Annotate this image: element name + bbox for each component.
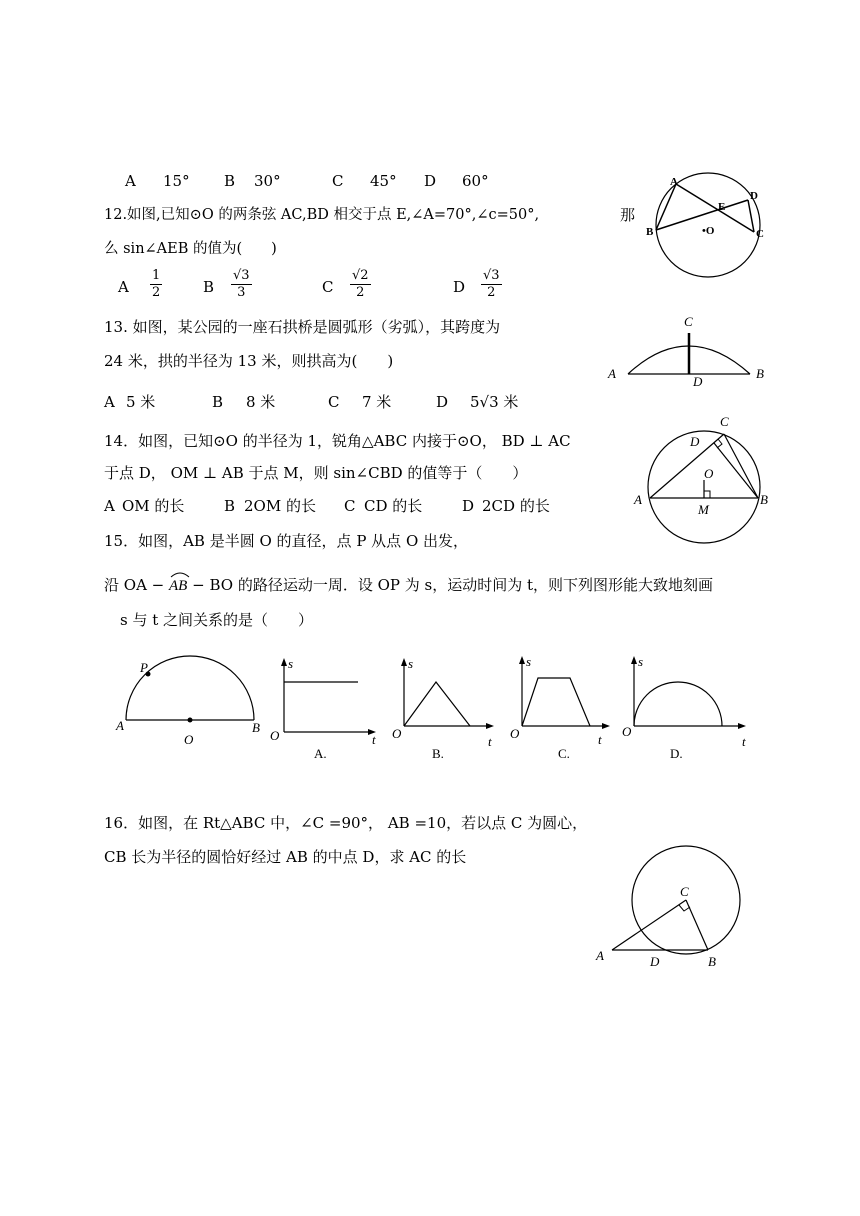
q14-option-b-value: 2OM 的长 xyxy=(244,497,316,515)
q12-stem-line1-tail: 那 xyxy=(620,206,636,224)
q13-label-b: B xyxy=(756,366,764,381)
q14-right-angle-m xyxy=(704,491,710,498)
q15-stem-line3: s 与 t 之间关系的是（ ） xyxy=(120,611,314,629)
q15-graph-d-s: s xyxy=(638,654,644,669)
q14-option-a-letter: A xyxy=(104,497,115,515)
q11-option-a-value: 15° xyxy=(163,172,190,190)
q15-graph-b-origin: O xyxy=(392,726,402,741)
q15-graph-b-curve xyxy=(404,682,470,726)
q12-option-b-num: √3 xyxy=(233,268,250,283)
q16-label-c: C xyxy=(680,884,689,899)
q15-graph-d xyxy=(620,654,760,764)
q12-option-d-num: √3 xyxy=(483,268,500,283)
q14-option-d-letter: D xyxy=(462,497,475,515)
q15-arc-label: AB xyxy=(169,578,188,594)
q16-stem-line1: 16．如图，在 Rt△ABC 中，∠C =90°， AB =10，若以点 C 为圆心， xyxy=(104,814,588,832)
q13-option-a-value: 5 米 xyxy=(126,393,156,411)
q14-seg-bd xyxy=(714,443,758,498)
q14-label-b: B xyxy=(760,492,768,507)
q15-label-b: B xyxy=(252,720,260,735)
q15-arc-ab xyxy=(169,578,187,594)
q11-option-c-letter: C xyxy=(332,172,344,190)
q11-option-d-value: 60° xyxy=(462,172,489,190)
q14-right-angle-d xyxy=(717,439,722,448)
q16-label-a: A xyxy=(596,948,604,963)
q14-label-c: C xyxy=(720,414,729,429)
q14-stem-line2: 于点 D， OM ⊥ AB 于点 M，则 sin∠CBD 的值等于（ ） xyxy=(104,464,528,482)
q12-option-b-letter: B xyxy=(203,278,215,296)
q14-label-o: O xyxy=(704,466,714,481)
q14-label-a: A xyxy=(634,492,642,507)
q15-graph-a xyxy=(266,656,386,766)
q14-figure xyxy=(628,410,778,545)
q15-graph-c xyxy=(506,654,626,764)
q15-graph-d-origin: O xyxy=(622,724,632,739)
q12-option-c-fraction xyxy=(350,268,371,300)
q15-graph-d-curve xyxy=(634,682,722,726)
q15-semicircle-figure xyxy=(110,650,270,750)
q15-label-p: P xyxy=(140,660,148,675)
q12-stem-line1: 12.如图,已知⊙O 的两条弦 AC,BD 相交于点 E,∠A=70°,∠c=50°, xyxy=(104,207,540,223)
q15-graph-b-label: B. xyxy=(432,746,444,761)
q16-side-ac xyxy=(612,900,686,950)
q12-option-c-num: √2 xyxy=(352,268,369,283)
q14-side-bc xyxy=(724,434,758,498)
q12-stem-line2: 么 sin∠AEB 的值为( ) xyxy=(104,241,277,257)
q15-graph-c-t: t xyxy=(598,732,602,747)
q15-arc-mark xyxy=(169,570,191,578)
q15-point-o xyxy=(188,718,193,723)
q11-option-b-value: 30° xyxy=(254,172,281,190)
q16-label-d: D xyxy=(650,954,660,969)
q15-graph-d-label: D. xyxy=(670,746,683,761)
q12-label-a: A xyxy=(670,176,678,188)
q13-figure xyxy=(600,310,780,390)
q12-option-b-fraction xyxy=(231,268,252,300)
q12-label-d: D xyxy=(750,190,758,202)
q13-option-d-value: 5√3 米 xyxy=(470,393,519,411)
q12-chord-dc xyxy=(748,200,754,232)
q14-stem-line1: 14．如图，已知⊙O 的半径为 1，锐角△ABC 内接于⊙O， BD ⊥ AC xyxy=(104,432,571,450)
q15-graph-b-t: t xyxy=(488,734,492,749)
q13-option-c-letter: C xyxy=(328,393,340,411)
q12-label-b: B xyxy=(646,226,654,238)
q11-option-b-letter: B xyxy=(224,172,236,190)
q13-label-d: D xyxy=(693,374,703,389)
q15-stem-line2-pre: 沿 OA − xyxy=(104,576,170,594)
q15-label-o: O xyxy=(184,732,194,747)
q13-option-c-value: 7 米 xyxy=(362,393,392,411)
q15-graph-c-curve xyxy=(522,678,590,726)
q12-label-o: •O xyxy=(702,225,715,237)
q15-label-a: A xyxy=(116,718,124,733)
q12-option-a-den: 2 xyxy=(152,284,161,300)
q15-graph-d-t: t xyxy=(742,734,746,749)
q12-option-c-den: 2 xyxy=(356,284,365,300)
q12-label-c: C xyxy=(756,228,764,240)
q16-stem-line2: CB 长为半径的圆恰好经过 AB 的中点 D，求 AC 的长 xyxy=(104,848,467,866)
q12-option-a-letter: A xyxy=(118,278,129,296)
q13-option-b-letter: B xyxy=(212,393,224,411)
q12-option-d-fraction xyxy=(481,268,502,300)
q11-option-c-value: 45° xyxy=(370,172,397,190)
q13-option-b-value: 8 米 xyxy=(246,393,276,411)
q15-graph-c-label: C. xyxy=(558,746,570,761)
q15-stem-line1: 15．如图，AB 是半圆 O 的直径，点 P 从点 O 出发， xyxy=(104,532,469,550)
q12-option-d-letter: D xyxy=(453,278,466,296)
q13-label-c: C xyxy=(684,314,693,329)
q16-figure xyxy=(590,850,760,975)
q11-option-d-letter: D xyxy=(424,172,437,190)
q15-graph-b xyxy=(388,656,508,766)
q15-stem-line2-post: − BO 的路径运动一周．设 OP 为 s，运动时间为 t，则下列图形能大致地刻画 xyxy=(187,576,714,594)
q13-label-a: A xyxy=(608,366,616,381)
q14-option-a-value: OM 的长 xyxy=(122,497,185,515)
q12-chord-ac xyxy=(676,184,754,232)
q14-option-c-value: CD 的长 xyxy=(364,497,423,515)
q14-option-d-value: 2CD 的长 xyxy=(482,497,550,515)
q13-stem-line2: 24 米，拱的半径为 13 米，则拱高为( ) xyxy=(104,352,394,370)
q15-graph-c-s: s xyxy=(526,654,532,669)
q13-option-a-letter: A xyxy=(104,393,115,411)
q14-label-m: M xyxy=(698,502,709,517)
q14-option-b-letter: B xyxy=(224,497,236,515)
q12-option-b-den: 3 xyxy=(237,284,246,300)
q15-graph-c-origin: O xyxy=(510,726,520,741)
q16-label-b: B xyxy=(708,954,716,969)
q15-graph-a-origin: O xyxy=(270,728,280,743)
q14-label-d: D xyxy=(690,434,700,449)
q12-option-c-letter: C xyxy=(322,278,334,296)
q15-graph-b-s: s xyxy=(408,656,414,671)
q11-option-a-letter: A xyxy=(125,172,136,190)
q14-option-c-letter: C xyxy=(344,497,356,515)
q12-option-a-num: 1 xyxy=(152,268,161,283)
q15-stem-line2 xyxy=(104,578,713,594)
q12-option-a-fraction xyxy=(150,268,162,300)
q12-figure xyxy=(640,170,780,282)
q15-graph-a-s: s xyxy=(288,656,294,671)
q13-stem-line1: 13. 如图，某公园的一座石拱桥是圆弧形（劣弧），其跨度为 xyxy=(104,318,501,336)
q12-option-d-den: 2 xyxy=(487,284,496,300)
q13-option-d-letter: D xyxy=(436,393,449,411)
q15-graph-a-label: A. xyxy=(314,746,327,761)
q12-label-e: E xyxy=(718,201,726,213)
q15-graph-a-t: t xyxy=(372,732,376,747)
